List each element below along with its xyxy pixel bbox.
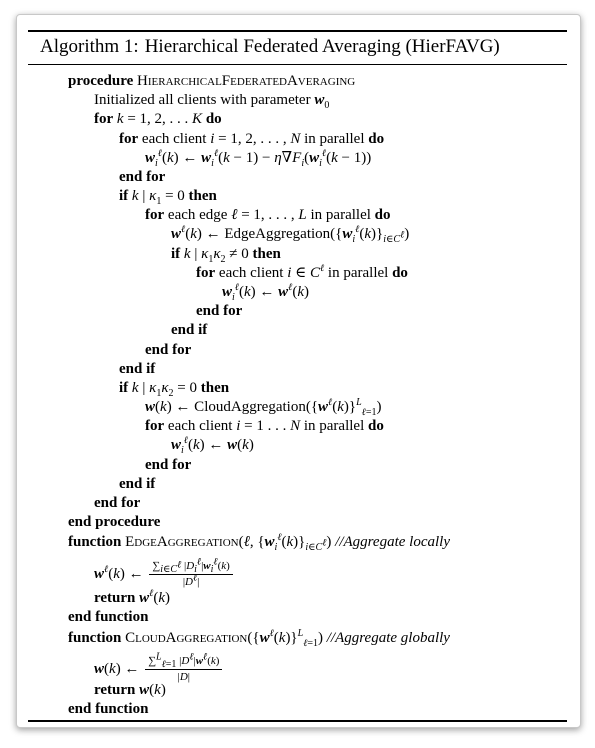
line-content: end function bbox=[68, 701, 149, 717]
line-content: $w_i^\ell(k)$ ← w(k) bbox=[171, 435, 254, 456]
line-content: if k | $\kappa_1\kappa_2 = 0$ then bbox=[119, 380, 230, 399]
line-content: end if bbox=[119, 361, 156, 377]
line-content: end for bbox=[196, 303, 243, 319]
line-content: end for bbox=[145, 457, 192, 473]
header-rule bbox=[28, 64, 567, 65]
line-content: $w_i^\ell(k)$ ← $w_i^\ell(k - 1) - \eta\nabla F_i(w_i^\ell(k - 1))$ bbox=[145, 148, 372, 169]
line-content: end if bbox=[171, 322, 208, 338]
algorithm-title bbox=[40, 35, 500, 59]
line-content: for each client i = 1 . . . N in parallel do bbox=[145, 418, 384, 434]
line-content: end procedure bbox=[68, 514, 161, 530]
line-content: w(k) ← $CloudAggregation(\{w^\ell(k)\}^L_{\ell=1})$ bbox=[145, 397, 382, 418]
line-content: procedure HierarchicalFederatedAveraging bbox=[68, 73, 356, 89]
line-content: if k | $\kappa_1\kappa_2 \ne 0$ then bbox=[171, 246, 281, 265]
line-content: for each client i ∈ $C^\ell$ in parallel do bbox=[196, 263, 408, 281]
line-content: function EdgeAggregation(ℓ, $\{w_i^\ell(k)\}_{i\in C^\ell}$) //Aggregate locally bbox=[68, 532, 450, 553]
top-rule bbox=[28, 30, 567, 32]
algorithm-label: Algorithm 1: bbox=[40, 36, 139, 57]
line-content: end for bbox=[145, 342, 192, 358]
line-content: for k = 1, 2, . . . K do bbox=[94, 111, 222, 127]
line-content: end for bbox=[94, 495, 141, 511]
line-content: w(k) ← $\frac{\sum^L_{\ell=1} |D^\ell|w^\ell(k)}{|D|}$ bbox=[94, 655, 222, 684]
line-content: return w(k) bbox=[94, 682, 166, 698]
algorithm-name: Hierarchical Federated Averaging (HierFAVG) bbox=[144, 36, 500, 57]
line-content: function $CloudAggregation(\{w^\ell(k)\}^L_{\ell=1})$ //Aggregate globally bbox=[68, 628, 450, 649]
line-content: if k | $\kappa_1 = 0$ then bbox=[119, 188, 217, 207]
line-content: $w_i^\ell(k)$ ← $w^\ell(k)$ bbox=[222, 282, 309, 303]
line-content: $w^\ell(k)$ ← $\frac{\sum_{i\in C^\ell} |D_i^\ell|w_i^\ell(k)}{|D^\ell|}$ bbox=[94, 560, 233, 589]
line-content: for each edge ℓ = 1, . . . , L in parallel do bbox=[145, 207, 391, 223]
line-content: end if bbox=[119, 476, 156, 492]
line-content: for each client i = 1, 2, . . . , N in parallel do bbox=[119, 131, 385, 147]
line-content: end for bbox=[119, 169, 166, 185]
bottom-rule bbox=[28, 720, 567, 722]
line-content: Initialized all clients with parameter $w_0$ bbox=[94, 92, 330, 111]
line-content: $w^\ell(k)$ ← $EdgeAggregation(\{w_i^\ell(k)\}_{i\in C^\ell})$ bbox=[171, 224, 410, 245]
line-content: return $w^\ell(k)$ bbox=[94, 588, 170, 606]
line-content: end function bbox=[68, 609, 149, 625]
